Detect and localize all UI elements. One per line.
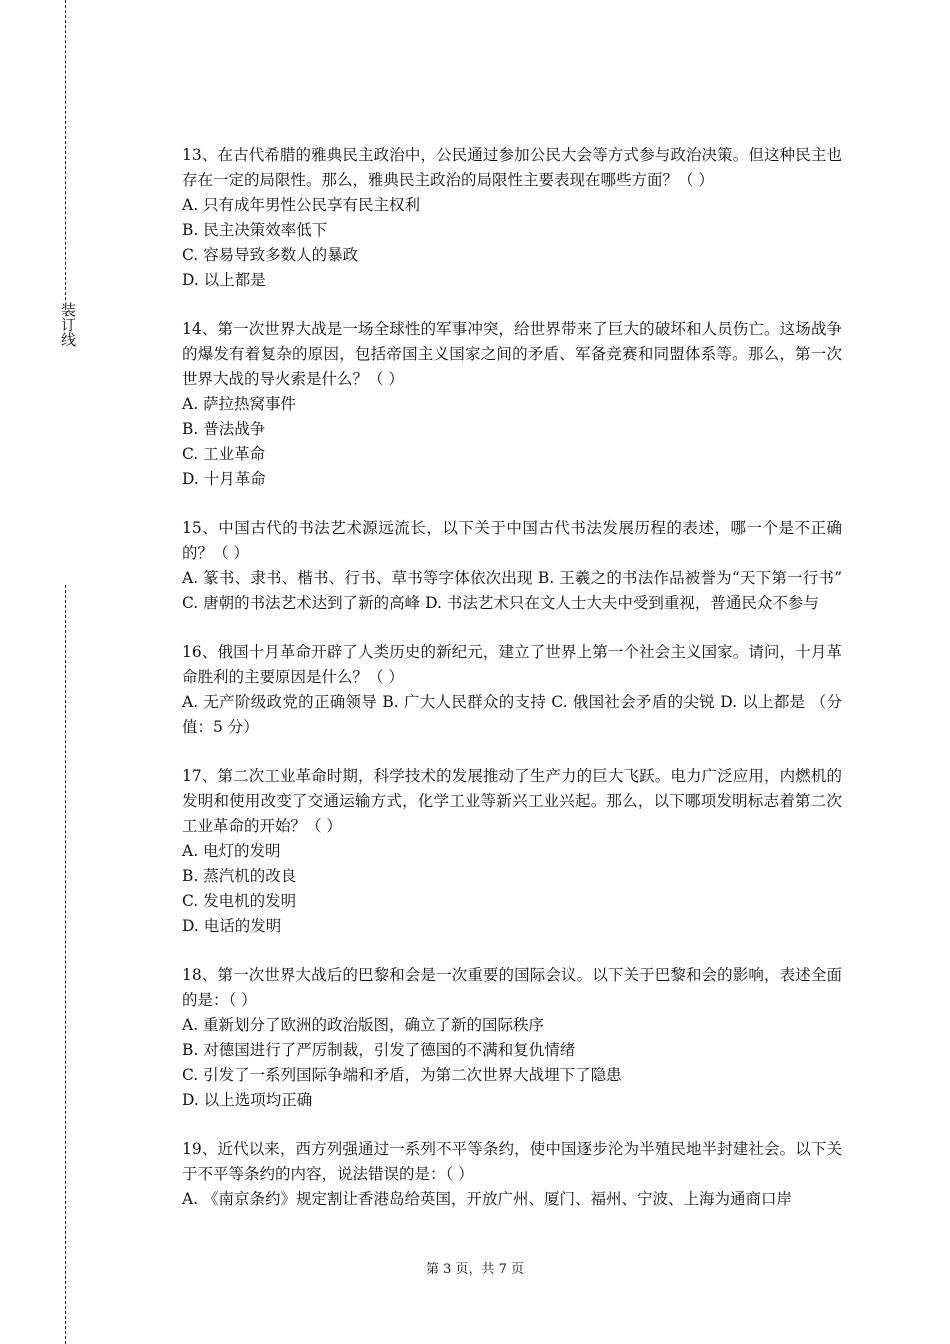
option-c: C. 容易导致多数人的暴政 <box>182 246 359 264</box>
option-a: A. 只有成年男性公民享有民主权利 <box>182 196 421 214</box>
option-b: B. 对德国进行了严厉制裁，引发了德国的不满和复仇情绪 <box>182 1041 576 1059</box>
options-inline: A. 篆书、隶书、楷书、行书、草书等字体依次出现 B. 王羲之的书法作品被誉为“天下第一行书” C. 唐朝的书法艺术达到了新的高峰 D. 书法艺术只在文人士大夫中受到重视，普通民众不参与 <box>182 569 842 612</box>
question-stem: 14、第一次世界大战是一场全球性的军事冲突，给世界带来了巨大的破坏和人员伤亡。这场战争的爆发有着复杂的原因，包括帝国主义国家之间的矛盾、军备竞赛和同盟体系等。那么，第一次世界大战的导火索是什么？（ ） <box>182 320 842 388</box>
option-d: D. 十月革命 <box>182 470 266 488</box>
question-19 <box>182 1137 842 1212</box>
option-c: C. 发电机的发明 <box>182 892 297 910</box>
options-inline: A. 无产阶级政党的正确领导 B. 广大人民群众的支持 C. 俄国社会矛盾的尖锐 D. 以上都是 （分值：5 分） <box>182 693 842 736</box>
option-b: B. 普法战争 <box>182 420 266 438</box>
option-d: D. 以上都是 <box>182 271 266 289</box>
option-d: D. 以上选项均正确 <box>182 1091 313 1109</box>
option-c: C. 引发了一系列国际争端和矛盾，为第二次世界大战埋下了隐患 <box>182 1066 622 1084</box>
binding-margin <box>55 0 85 1344</box>
page-number: 第 3 页，共 7 页 <box>425 1262 525 1277</box>
question-17 <box>182 764 842 939</box>
option-a: A. 《南京条约》规定割让香港岛给英国，开放广州、厦门、福州、宁波、上海为通商口岸 <box>182 1190 793 1208</box>
question-stem: 13、在古代希腊的雅典民主政治中，公民通过参加公民大会等方式参与政治决策。但这种民主也存在一定的局限性。那么，雅典民主政治的局限性主要表现在哪些方面？（ ） <box>182 146 842 189</box>
binding-dashed-line-top <box>65 0 66 300</box>
option-b: B. 蒸汽机的改良 <box>182 867 297 885</box>
option-a: A. 萨拉热窝事件 <box>182 395 297 413</box>
binding-dashed-line-bottom <box>65 585 66 1344</box>
binding-label: 装订线 <box>59 302 77 347</box>
option-a: A. 电灯的发明 <box>182 842 281 860</box>
question-stem: 15、中国古代的书法艺术源远流长，以下关于中国古代书法发展历程的表述，哪一个是不正确的？（ ） <box>182 519 842 562</box>
option-c: C. 工业革命 <box>182 445 266 463</box>
question-13 <box>182 143 842 293</box>
question-list <box>182 143 842 1236</box>
question-14 <box>182 317 842 492</box>
option-d: D. 电话的发明 <box>182 917 282 935</box>
question-15 <box>182 516 842 616</box>
question-stem: 18、第一次世界大战后的巴黎和会是一次重要的国际会议。以下关于巴黎和会的影响，表述全面的是：（ ） <box>182 966 842 1009</box>
question-18 <box>182 963 842 1113</box>
option-b: B. 民主决策效率低下 <box>182 221 328 239</box>
question-stem: 17、第二次工业革命时期，科学技术的发展推动了生产力的巨大飞跃。电力广泛应用，内燃机的发明和使用改变了交通运输方式，化学工业等新兴工业兴起。那么，以下哪项发明标志着第二次工业革命的开始？（ ） <box>182 767 842 835</box>
question-stem: 19、近代以来，西方列强通过一系列不平等条约，使中国逐步沦为半殖民地半封建社会。以下关于不平等条约的内容，说法错误的是：（ ） <box>182 1140 842 1183</box>
question-stem: 16、俄国十月革命开辟了人类历史的新纪元，建立了世界上第一个社会主义国家。请问，十月革命胜利的主要原因是什么？（ ） <box>182 643 842 686</box>
option-a: A. 重新划分了欧洲的政治版图，确立了新的国际秩序 <box>182 1016 545 1034</box>
question-16 <box>182 640 842 740</box>
